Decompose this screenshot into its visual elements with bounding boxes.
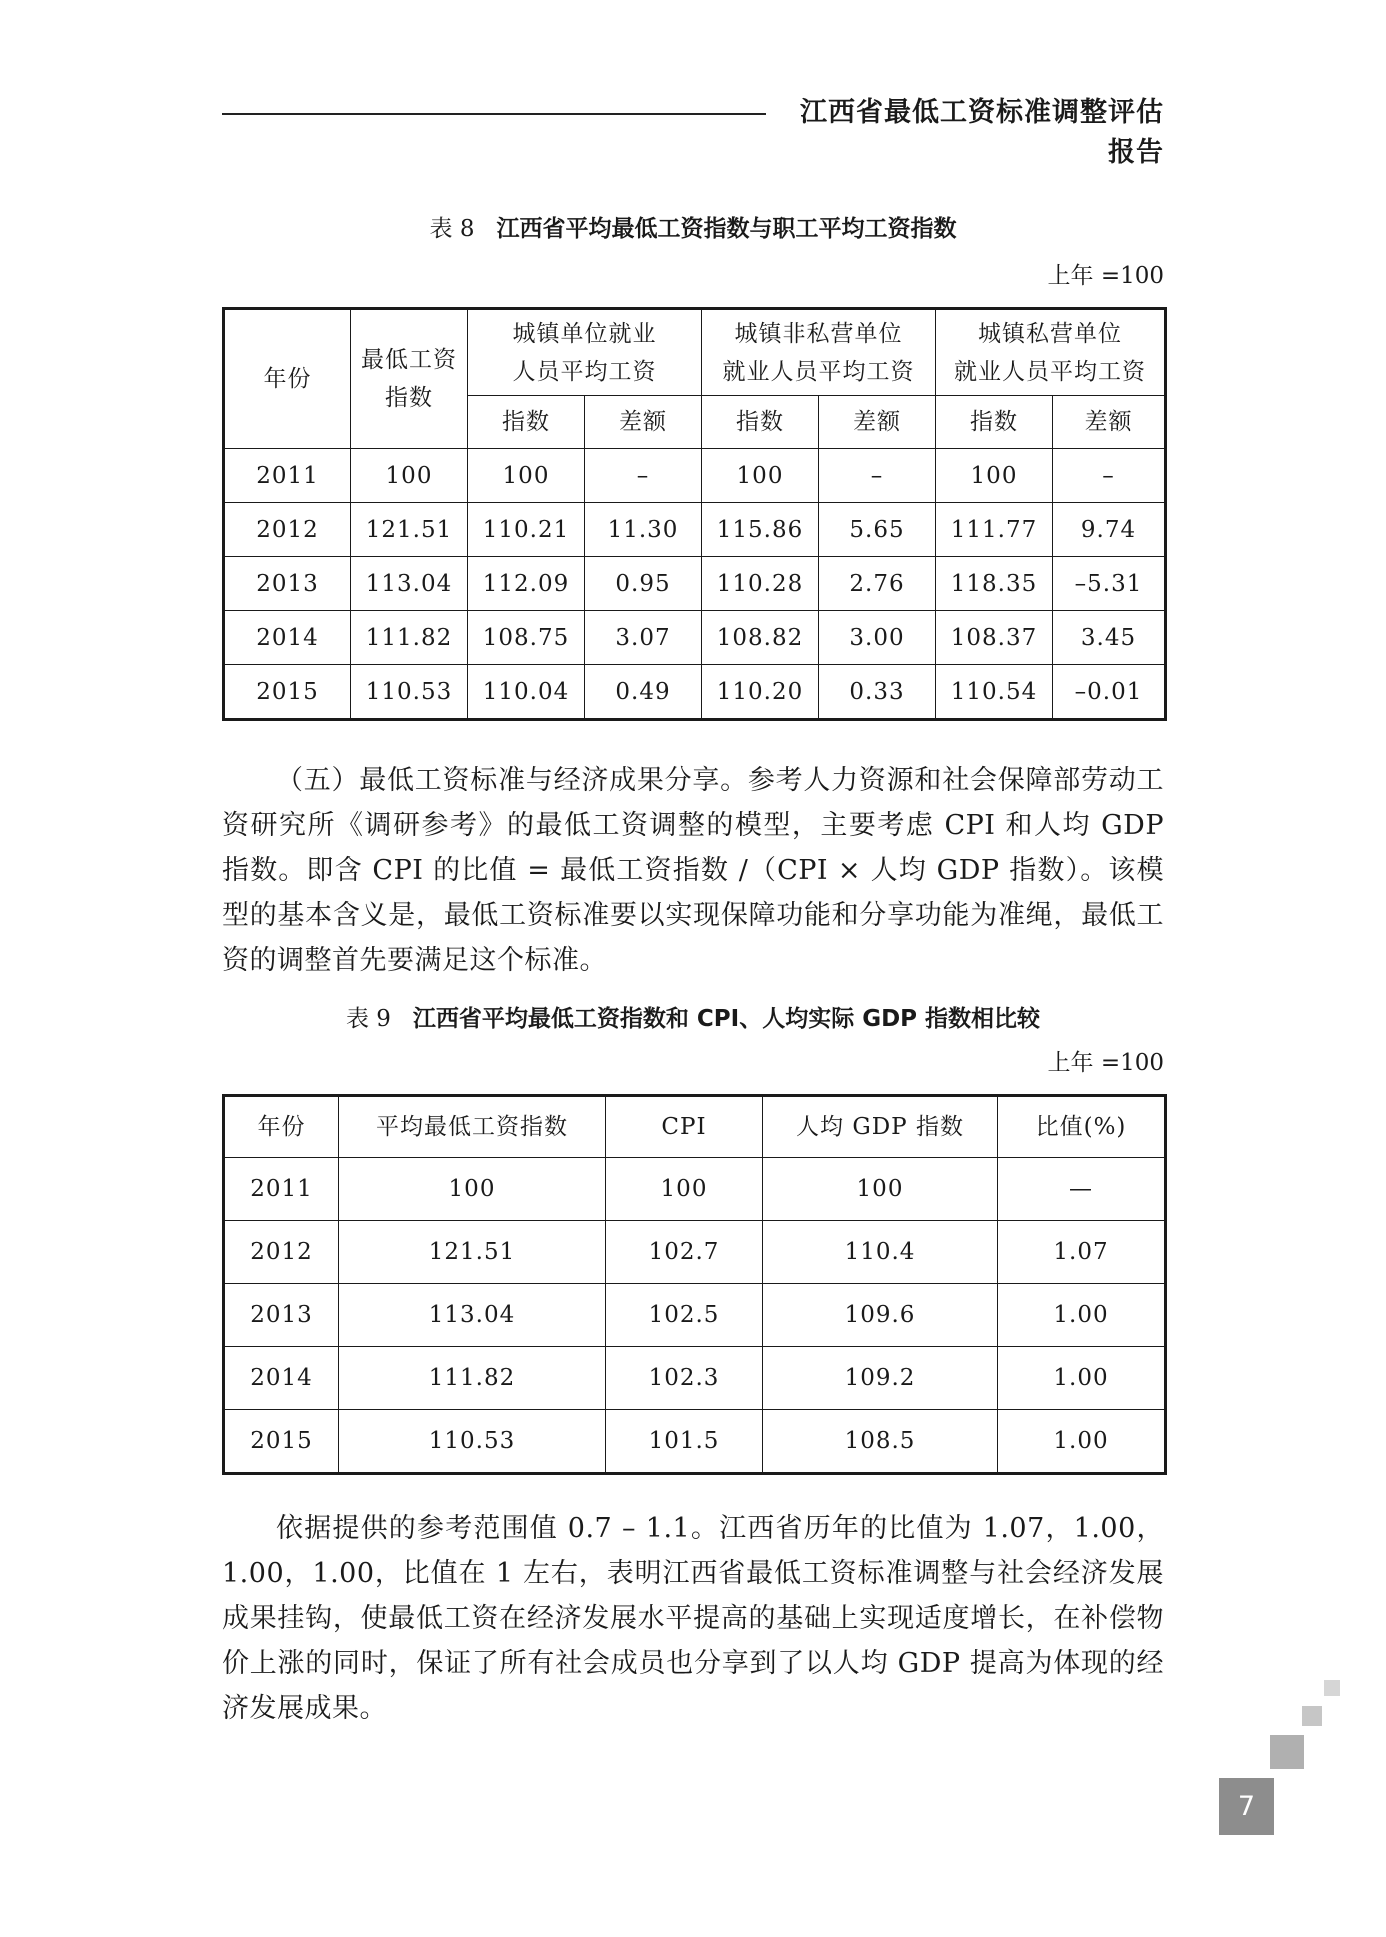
table-cell: 101.5	[606, 1410, 763, 1474]
table-cell: 2013	[224, 557, 351, 611]
table8-header-urban-nonprivate: 城镇非私营单位 就业人员平均工资	[702, 309, 936, 396]
table-cell: 108.82	[702, 611, 819, 665]
table-cell: 3.00	[819, 611, 936, 665]
decorative-square	[1270, 1735, 1304, 1769]
table-row	[224, 449, 1166, 503]
table8-number: 表 8	[429, 216, 475, 242]
table-cell: 0.95	[585, 557, 702, 611]
table-cell: 100	[606, 1158, 763, 1221]
table-cell: 1.00	[998, 1347, 1166, 1410]
table9-header-ratio: 比值(%)	[998, 1096, 1166, 1158]
table-cell: 2013	[224, 1284, 339, 1347]
table-cell: 110.53	[339, 1410, 606, 1474]
table-cell: –0.01	[1053, 665, 1166, 720]
table8-subheader-index: 指数	[702, 396, 819, 449]
table-cell: 100	[763, 1158, 998, 1221]
table-cell: 110.54	[936, 665, 1053, 720]
table-cell: 11.30	[585, 503, 702, 557]
table-row	[224, 1221, 1166, 1284]
table-cell: 121.51	[339, 1221, 606, 1284]
table-cell: –	[1053, 449, 1166, 503]
table8-subheader-diff: 差额	[1053, 396, 1166, 449]
table8-caption	[222, 212, 1164, 246]
paragraph-economic-sharing: （五）最低工资标准与经济成果分享。参考人力资源和社会保障部劳动工资研究所《调研参考》的最低工资调整的模型，主要考虑 CPI 和人均 GDP 指数。即含 CPI 的比值 = 最低工资指数 /（CPI × 人均 GDP 指数）。该模型的基本含义是，最低工资标准要以实现保障功能和分享功能为准绳，最低工资的调整首先要满足这个标准。	[222, 765, 1164, 976]
table8-unit: 上年 =100	[1047, 263, 1164, 289]
table-cell: 118.35	[936, 557, 1053, 611]
table-row	[224, 557, 1166, 611]
running-header-title: 江西省最低工资标准调整评估报告	[800, 97, 1164, 168]
table8-header-min-wage: 最低工资 指数	[351, 309, 468, 449]
table-cell: 102.5	[606, 1284, 763, 1347]
table-cell: 113.04	[351, 557, 468, 611]
table-cell: 2014	[224, 1347, 339, 1410]
table-row	[224, 611, 1166, 665]
table-cell: 2011	[224, 1158, 339, 1221]
table-row	[224, 503, 1166, 557]
table-cell: 109.6	[763, 1284, 998, 1347]
table9-header-cpi: CPI	[606, 1096, 763, 1158]
table-cell: 0.33	[819, 665, 936, 720]
table-cell: 112.09	[468, 557, 585, 611]
table-cell: 108.5	[763, 1410, 998, 1474]
table-cell: 100	[468, 449, 585, 503]
table8-subheader-index: 指数	[936, 396, 1053, 449]
table-cell: 2015	[224, 1410, 339, 1474]
table-cell: 113.04	[339, 1284, 606, 1347]
decorative-square	[1324, 1680, 1340, 1696]
paragraph-ratio-conclusion: 依据提供的参考范围值 0.7 – 1.1。江西省历年的比值为 1.07，1.00，1.00，1.00，比值在 1 左右，表明江西省最低工资标准调整与社会经济发展成果挂钩，使最低工资在经济发展水平提高的基础上实现适度增长，在补偿物价上涨的同时，保证了所有社会成员也分享到了以人均 GDP 提高为体现的经济发展成果。	[222, 1513, 1164, 1724]
table9-header-year: 年份	[224, 1096, 339, 1158]
table-cell: 5.65	[819, 503, 936, 557]
table-cell: 1.07	[998, 1221, 1166, 1284]
table9-header-gdp-index: 人均 GDP 指数	[763, 1096, 998, 1158]
table-cell: 100	[339, 1158, 606, 1221]
table8-header-urban-private: 城镇私营单位 就业人员平均工资	[936, 309, 1166, 396]
table-cell: 110.53	[351, 665, 468, 720]
table9-number: 表 9	[345, 1006, 391, 1032]
table-cell: 108.37	[936, 611, 1053, 665]
table9-unit: 上年 =100	[1047, 1050, 1164, 1076]
table9-title: 江西省平均最低工资指数和 CPI、人均实际 GDP 指数相比较	[412, 1006, 1041, 1032]
table-cell: 3.07	[585, 611, 702, 665]
table8-header-urban-units: 城镇单位就业 人员平均工资	[468, 309, 702, 396]
table-cell: 111.82	[339, 1347, 606, 1410]
table8-subheader-diff: 差额	[819, 396, 936, 449]
table9-caption	[222, 1002, 1164, 1036]
table-cell: 115.86	[702, 503, 819, 557]
table-cell: 2015	[224, 665, 351, 720]
table-row	[224, 1347, 1166, 1410]
table-cell: 110.21	[468, 503, 585, 557]
table-cell: 121.51	[351, 503, 468, 557]
table-row	[224, 665, 1166, 720]
table9-header-min-wage-index: 平均最低工资指数	[339, 1096, 606, 1158]
table-cell: –5.31	[1053, 557, 1166, 611]
decorative-square	[1302, 1706, 1322, 1726]
table-cell: 2012	[224, 1221, 339, 1284]
table-cell: 100	[702, 449, 819, 503]
table-row	[224, 1284, 1166, 1347]
table8-subheader-diff: 差额	[585, 396, 702, 449]
table-cell: 110.28	[702, 557, 819, 611]
table-cell: 111.77	[936, 503, 1053, 557]
table-cell: –	[819, 449, 936, 503]
table-cell: 110.04	[468, 665, 585, 720]
table-cell: 2.76	[819, 557, 936, 611]
table-cell: 100	[351, 449, 468, 503]
table-cell: 111.82	[351, 611, 468, 665]
table-cell: 3.45	[1053, 611, 1166, 665]
table-row	[224, 1410, 1166, 1474]
table-cell: 100	[936, 449, 1053, 503]
page-number: 7	[1219, 1778, 1274, 1835]
table-cell: 2012	[224, 503, 351, 557]
table-cell: 110.4	[763, 1221, 998, 1284]
table-cell: 0.49	[585, 665, 702, 720]
table-cell: 2014	[224, 611, 351, 665]
table-cell: –	[585, 449, 702, 503]
table-cell: 102.7	[606, 1221, 763, 1284]
table-cell: 102.3	[606, 1347, 763, 1410]
table-cell: 2011	[224, 449, 351, 503]
table-cell: 110.20	[702, 665, 819, 720]
table-cell: 1.00	[998, 1410, 1166, 1474]
table-cell: 1.00	[998, 1284, 1166, 1347]
table-cell: 109.2	[763, 1347, 998, 1410]
table-cell: 9.74	[1053, 503, 1166, 557]
header-rule	[222, 113, 766, 115]
table8-header-year: 年份	[224, 309, 351, 449]
table9	[222, 1094, 1167, 1475]
table8-title: 江西省平均最低工资指数与职工平均工资指数	[496, 216, 957, 242]
table8-subheader-index: 指数	[468, 396, 585, 449]
table-cell: —	[998, 1158, 1166, 1221]
table-cell: 108.75	[468, 611, 585, 665]
table-row	[224, 1158, 1166, 1221]
table8	[222, 307, 1167, 721]
